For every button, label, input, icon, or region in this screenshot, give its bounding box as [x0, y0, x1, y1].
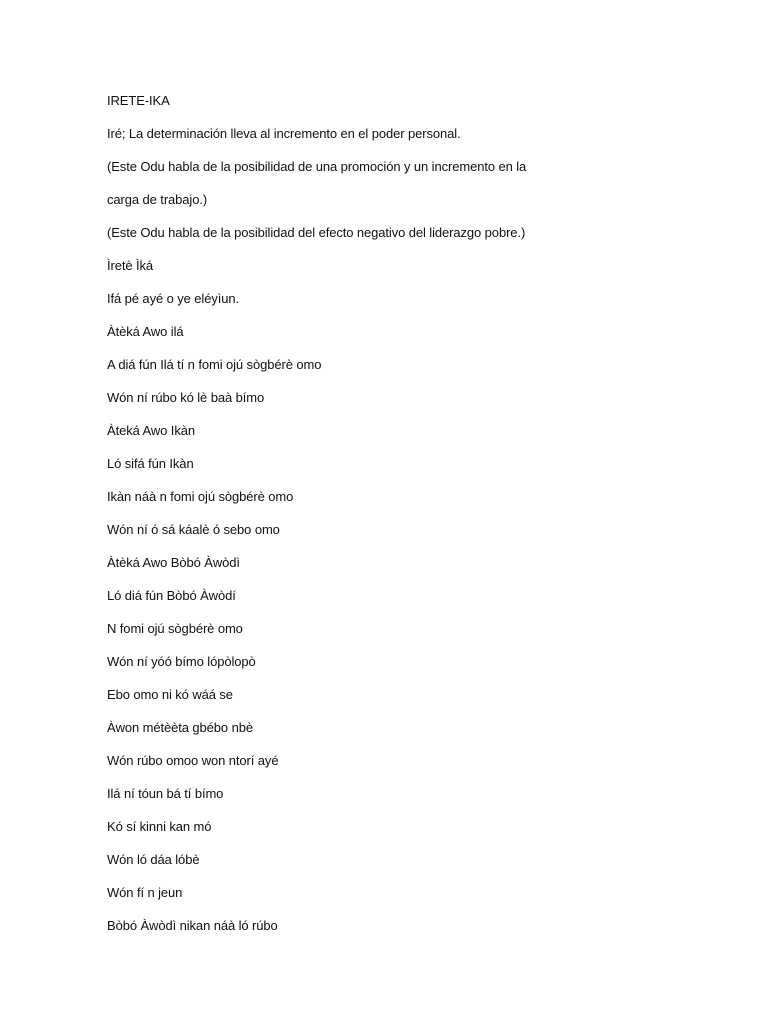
text-line: Àwon métèèta gbébo nbè: [107, 720, 253, 735]
text-line: N fomi ojú sògbérè omo: [107, 621, 243, 636]
text-line: Ikàn náà n fomi ojú sògbérè omo: [107, 489, 294, 504]
text-line: Bòbó Àwòdì nikan náà ló rúbo: [107, 918, 278, 933]
text-line: Àtèká Awo ilá: [107, 324, 184, 339]
text-line: Wón fí n jeun: [107, 885, 183, 900]
text-line: Ilá ní tóun bá tí bímo: [107, 786, 224, 801]
text-line: Ebo omo ni kó wáá se: [107, 687, 233, 702]
text-line: Wón ní ó sá káalè ó sebo omo: [107, 522, 280, 537]
text-line: Ìretè Ìká: [107, 258, 154, 273]
text-line: (Este Odu habla de la posibilidad del efecto negativo del liderazgo pobre.): [107, 225, 526, 240]
text-line: Kó sí kinni kan mó: [107, 819, 212, 834]
text-line: Àtèká Awo Bòbó Àwòdì: [107, 555, 240, 570]
text-line: carga de trabajo.): [107, 192, 208, 207]
text-line: A diá fún Ilá tí n fomi ojú sògbérè omo: [107, 357, 322, 372]
text-line: Àteká Awo Ikàn: [107, 423, 195, 438]
text-line: Iré; La determinación lleva al incremento en el poder personal.: [107, 126, 461, 141]
text-line: Ló diá fún Bòbó Àwòdí: [107, 588, 236, 603]
text-line: Ló sifá fún Ikàn: [107, 456, 194, 471]
text-line: Wón ló dáa lóbè: [107, 852, 200, 867]
text-line: Wón ní yóó bímo lópòlopò: [107, 654, 256, 669]
text-line: Wón ní rúbo kó lè baà bímo: [107, 390, 265, 405]
document-title: IRETE-IKA: [107, 93, 170, 108]
text-line: (Este Odu habla de la posibilidad de una promoción y un incremento en la: [107, 159, 527, 174]
text-line: Ifá pé ayé o ye eléyìun.: [107, 291, 240, 306]
text-line: Wón rúbo omoo won ntorí ayé: [107, 753, 279, 768]
